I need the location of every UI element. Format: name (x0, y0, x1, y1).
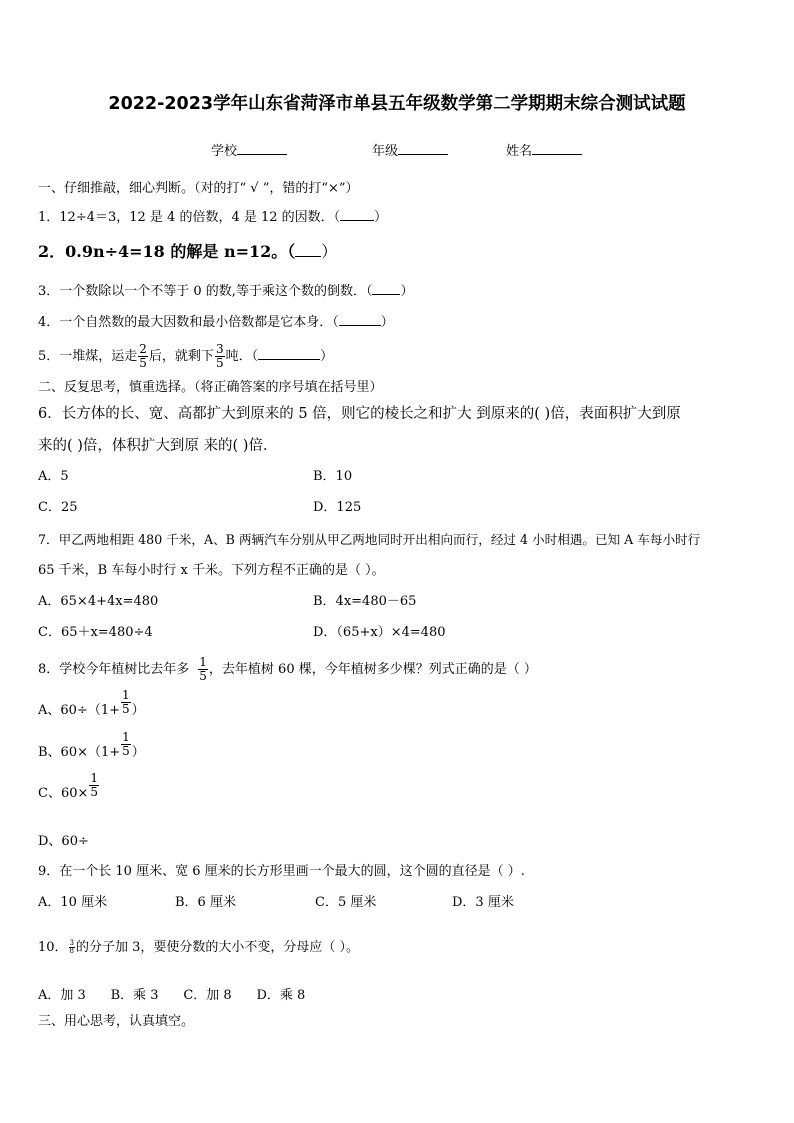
school-label: 学校 (211, 144, 238, 159)
question-5-pre: 5．一堆煤，运走 (38, 349, 138, 364)
question-7-line1: 7．甲乙两地相距 480 千米，A、B 两辆汽车分别从甲乙两地同时开出相向而行，经过 4 小时相遇。已知 A 车每小时行 (38, 532, 701, 547)
question-4-end: ） (380, 315, 394, 330)
question-1 (38, 207, 387, 226)
option-c-pre: C、60× (38, 786, 89, 801)
question-3 (38, 281, 413, 300)
question-8-pre: 8．学校今年植树比去年多 (38, 662, 190, 677)
section1-heading: 一、仔细推敲，细心判断。（对的打“ √ ”，错的打“×”） (38, 181, 359, 196)
fraction-numerator: 2 (139, 342, 147, 356)
name-blank[interactable] (532, 141, 582, 155)
fraction-2-5 (138, 343, 148, 370)
question-7-option-c[interactable]: C．65＋x=480÷4 (38, 625, 153, 640)
fraction-3-8 (69, 940, 75, 955)
fraction-numerator: 1 (122, 688, 130, 702)
question-1-end: ） (374, 210, 388, 225)
grade-label: 年级 (372, 144, 399, 159)
fraction-3-5 (215, 343, 225, 370)
fraction-numerator: 1 (199, 655, 207, 669)
question-5-mid: 后，就剩下 (148, 349, 214, 364)
question-8-option-c[interactable] (38, 771, 100, 812)
option-a-post: ） (131, 703, 145, 718)
fraction-denominator: 5 (215, 356, 224, 370)
question-5-end: ） (320, 349, 334, 364)
school-field (211, 141, 287, 160)
question-8-option-b[interactable] (38, 730, 145, 771)
fraction-denominator: 5 (139, 356, 147, 370)
school-blank[interactable] (237, 141, 287, 155)
page-title: 2022-2023学年山东省菏泽市单县五年级数学第二学期期末综合测试试题 (108, 94, 686, 114)
name-field (506, 141, 582, 160)
question-6-line1: 6．长方体的长、宽、高都扩大到原来的 5 倍，则它的棱长之和扩大 到原来的( )倍，表面积扩大到原 (38, 406, 681, 422)
answer-blank-5[interactable] (258, 346, 320, 360)
question-5 (38, 339, 333, 375)
question-8-post: ，去年植树 60 棵，今年植树多少棵？列式正确的是（ ） (208, 662, 537, 677)
question-4 (38, 312, 394, 331)
question-10-options[interactable]: A．加 3 B．乘 3 C．加 8 D．乘 8 (38, 988, 306, 1003)
question-9: 9．在一个长 10 厘米、宽 6 厘米的长方形里画一个最大的圆，这个圆的直径是（ ）. (38, 864, 525, 879)
fraction-1-5 (121, 689, 131, 716)
question-6-option-d[interactable]: D．125 (313, 500, 362, 515)
name-label: 姓名 (506, 144, 533, 159)
question-2-end: ） (321, 242, 338, 261)
question-5-post: 吨．（ (225, 349, 259, 364)
question-10 (38, 934, 359, 962)
answer-blank-4[interactable] (339, 312, 381, 326)
question-9-option-d[interactable]: D．3 厘米 (452, 895, 514, 910)
question-7-line2: 65 千米，B 车每小时行 x 千米。下列方程不正确的是（ ）。 (38, 563, 385, 578)
question-8-option-d[interactable]: D、60÷ (38, 834, 89, 849)
question-7-option-d[interactable]: D．（65+x）×4=480 (313, 625, 446, 640)
section3-heading: 三、用心思考，认真填空。 (38, 1014, 195, 1029)
question-9-option-b[interactable]: B．6 厘米 (175, 895, 236, 910)
fraction-denominator: 5 (122, 744, 130, 758)
fraction-numerator: 3 (69, 939, 75, 947)
fraction-1-5 (121, 731, 131, 758)
option-b-post: ） (131, 745, 145, 760)
fraction-denominator: 5 (122, 702, 130, 716)
answer-blank-1[interactable] (340, 207, 374, 221)
grade-field (372, 141, 448, 160)
section2-heading: 二、反复思考，慎重选择。（将正确答案的序号填在括号里） (38, 380, 383, 395)
question-2 (38, 242, 337, 264)
question-7-option-b[interactable]: B．4x=480－65 (313, 594, 417, 609)
fraction-1-5 (198, 656, 208, 683)
question-8-option-a[interactable] (38, 688, 145, 729)
question-10-post: 的分子加 3，要使分数的大小不变，分母应（ ）。 (76, 940, 360, 955)
question-3-end: ） (400, 284, 414, 299)
grade-blank[interactable] (398, 141, 448, 155)
fraction-numerator: 1 (122, 730, 130, 744)
fraction-numerator: 1 (90, 771, 99, 785)
option-a-pre: A、60÷（1+ (38, 703, 120, 718)
question-6-option-c[interactable]: C．25 (38, 500, 78, 515)
fraction-denominator: 5 (90, 785, 99, 799)
question-2-text: 2．0.9n÷4=18 的解是 n=12。（ (38, 242, 296, 261)
fraction-denominator: 5 (199, 669, 207, 683)
answer-blank-2[interactable] (295, 243, 321, 257)
question-6-option-b[interactable]: B．10 (313, 469, 353, 484)
question-9-option-c[interactable]: C．5 厘米 (315, 895, 377, 910)
question-7-option-a[interactable]: A．65×4+4x=480 (38, 594, 159, 609)
question-4-text: 4．一个自然数的最大因数和最小倍数都是它本身．（ (38, 315, 339, 330)
fraction-1-5 (89, 772, 99, 799)
question-3-text: 3．一个数除以一个不等于 0 的数,等于乘这个数的倒数．（ (38, 284, 373, 299)
question-8 (38, 652, 537, 688)
question-1-text: 1．12÷4＝3，12 是 4 的倍数，4 是 12 的因数．（ (38, 210, 341, 225)
question-6-line2: 来的( )倍，体积扩大到原 来的( )倍． (38, 438, 278, 454)
fraction-denominator: 8 (69, 947, 75, 955)
answer-blank-3[interactable] (372, 281, 400, 295)
option-b-pre: B、60×（1+ (38, 745, 121, 760)
question-6-option-a[interactable]: A．5 (38, 469, 69, 484)
fraction-numerator: 3 (215, 342, 224, 356)
question-9-option-a[interactable]: A．10 厘米 (38, 895, 108, 910)
question-10-pre: 10． (38, 940, 68, 955)
